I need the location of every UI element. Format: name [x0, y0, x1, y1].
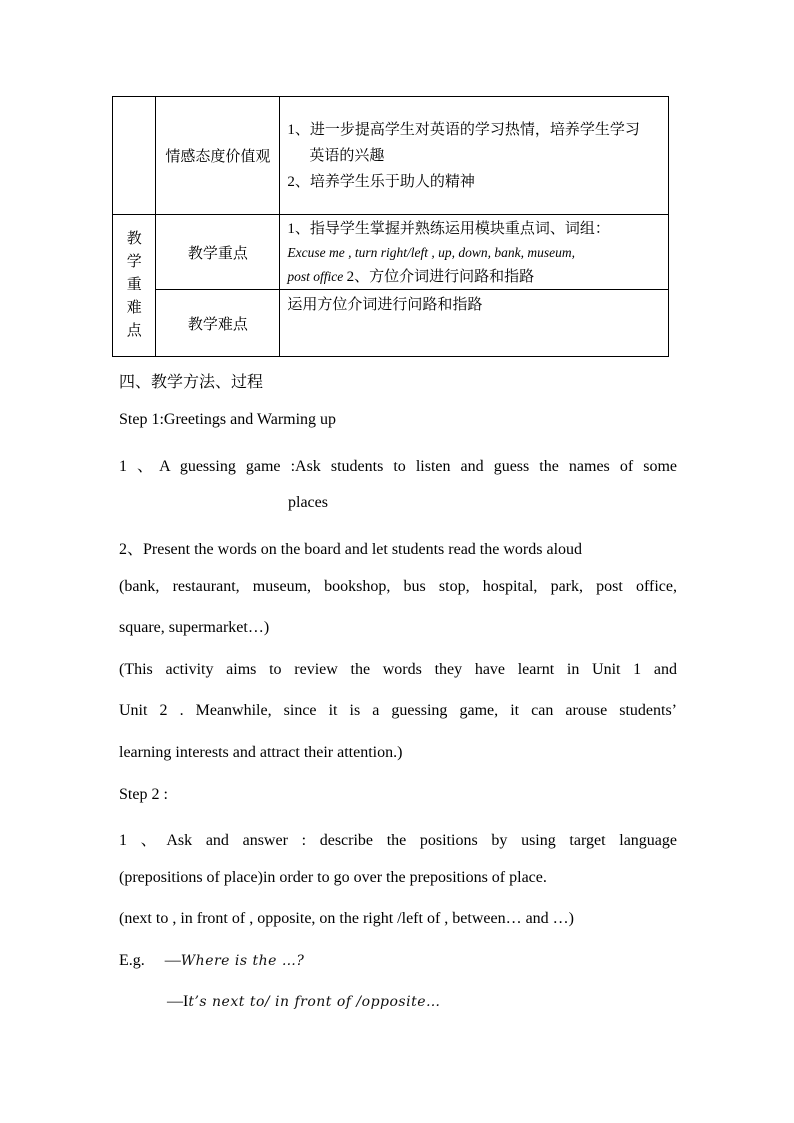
content-line: [287, 265, 668, 289]
paragraph-line: 1 、Ask and answer : describe the positions by using target language: [119, 832, 677, 849]
table-cell-content: 运用方位介词进行问路和指路: [280, 290, 669, 357]
step-heading: Step 2 :: [119, 786, 168, 803]
category-char: 学: [126, 254, 142, 270]
content-italic: post office: [287, 269, 347, 284]
table-cell-content: [280, 97, 669, 215]
objectives-table: [112, 96, 669, 357]
table-cell-empty: [113, 97, 156, 215]
paragraph-line: places: [288, 494, 328, 511]
content-line: 1、指导学生掌握并熟练运用模块重点词、词组：: [287, 221, 610, 237]
table-cell-content: [280, 215, 669, 290]
example-question: Where is the …?: [180, 953, 305, 969]
content-line: 2、培养学生乐于助人的精神: [287, 173, 475, 190]
paragraph-line: 2、Present the words on the board and let students read the words aloud: [119, 541, 583, 558]
category-char: 难: [126, 300, 142, 316]
table-row: [113, 215, 669, 290]
category-char: 重: [126, 277, 142, 293]
table-cell-label: 情感态度价值观: [156, 97, 280, 215]
table-cell-label: 教学难点: [156, 290, 280, 357]
category-char: 点: [126, 323, 142, 339]
table-row: [113, 290, 669, 357]
step-heading: Step 1:Greetings and Warming up: [119, 411, 337, 428]
paragraph-line: (prepositions of place)in order to go over the prepositions of place.: [119, 869, 547, 886]
table-cell-label: 教学重点: [156, 215, 280, 290]
content-text: 2、方位介词进行问路和指路: [346, 269, 535, 285]
paragraph-line: (This activity aims to review the words they have learnt in Unit 1 and: [119, 661, 677, 678]
example-label: E.g.: [119, 952, 145, 969]
table-cell-category: [113, 215, 156, 357]
paragraph-line: (next to , in front of , opposite, on the right /left of , between… and …): [119, 910, 575, 927]
section-heading: 四、教学方法、过程: [119, 374, 264, 391]
example-line: [119, 952, 304, 970]
content-line: 1、进一步提高学生对英语的学习热情，培养学生学习: [287, 121, 640, 138]
paragraph-line: 1 、A guessing game :Ask students to listen and guess the names of some: [119, 458, 677, 475]
category-char: 教: [126, 231, 142, 247]
paragraph-line: learning interests and attract their attention.): [119, 744, 403, 761]
example-dash: —I: [167, 993, 189, 1010]
content-line: 英语的兴趣: [309, 147, 385, 164]
example-dash: —: [164, 952, 181, 969]
paragraph-line: square, supermarket…): [119, 619, 270, 636]
example-answer: t’s next to/ in front of /opposite…: [188, 994, 441, 1010]
paragraph-line: (bank, restaurant, museum, bookshop, bus stop, hospital, park, post office,: [119, 578, 677, 595]
paragraph-line: Unit 2 . Meanwhile, since it is a guessing game, it can arouse students’: [119, 702, 677, 719]
example-line: [167, 993, 441, 1011]
content-line: Excuse me , turn right/left , up, down, bank, museum,: [287, 245, 575, 260]
table-row: [113, 97, 669, 215]
